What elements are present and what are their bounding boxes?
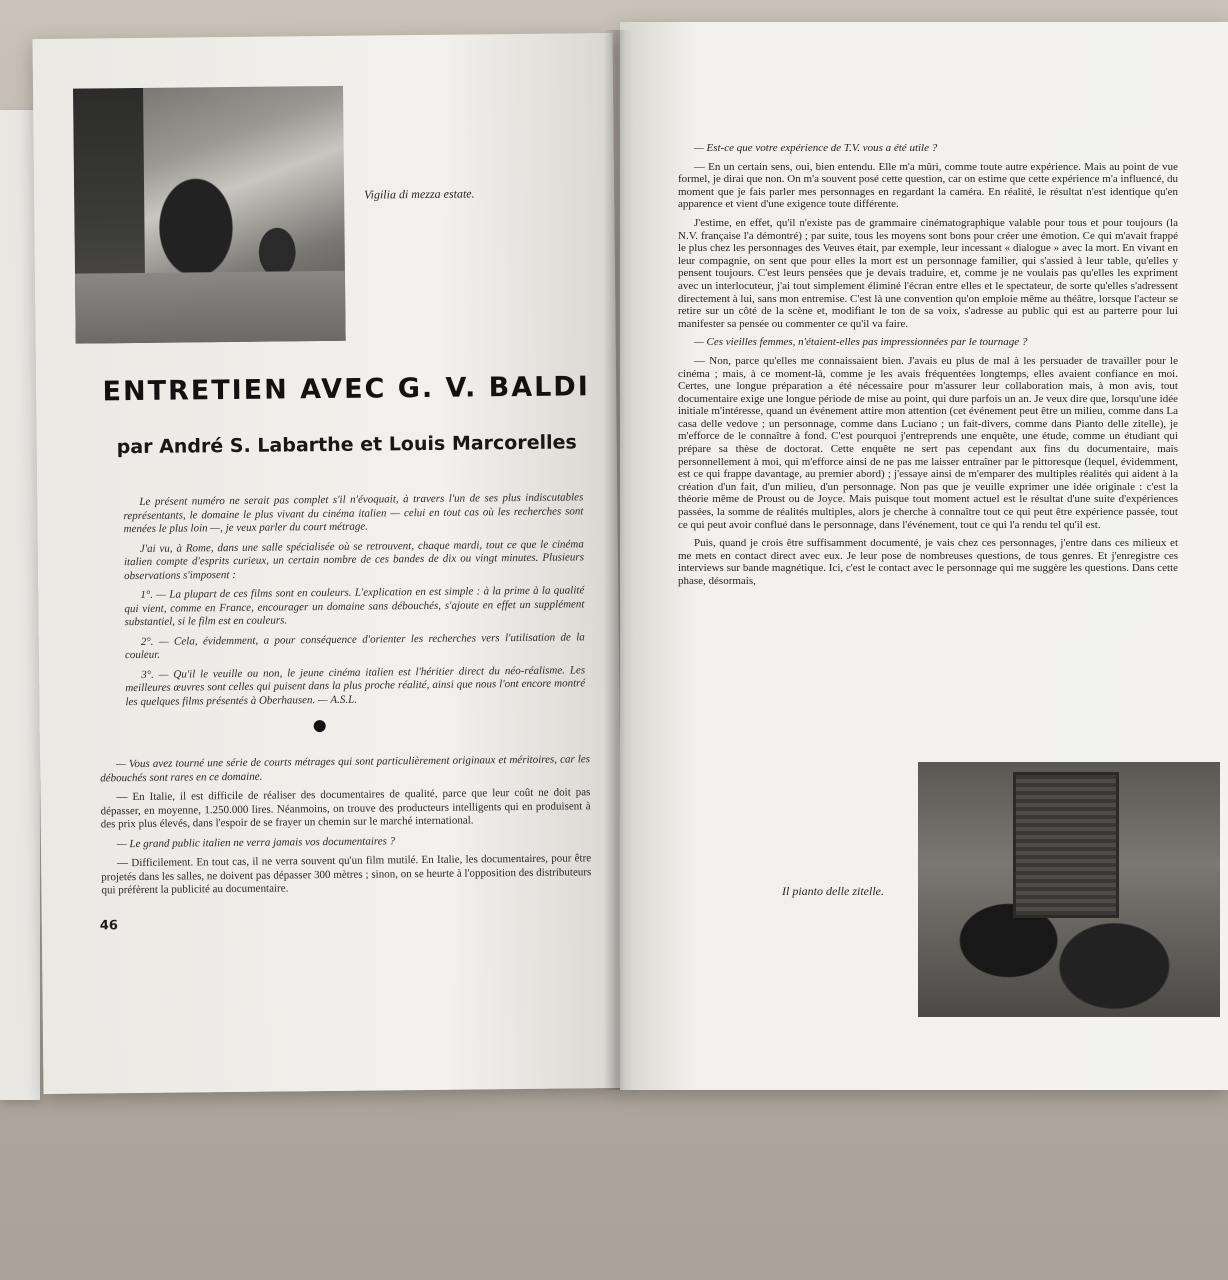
intro-paragraph: 2°. — Cela, évidemment, a pour conséquence d'orienter les recherches vers l'utilisation de la couleur. (124, 630, 585, 662)
interview-body-right (678, 142, 1178, 594)
article-byline: par André S. Labarthe et Louis Marcorelles (116, 431, 577, 459)
photo-ground (75, 271, 346, 344)
photo-vigilia (73, 86, 346, 344)
left-page (32, 33, 623, 1094)
photo-caption-right: Il pianto delle zitelle. (782, 884, 884, 898)
interview-body-left (100, 753, 591, 904)
page-number: 46 (99, 918, 118, 934)
interview-answer: — En un certain sens, oui, bien entendu. Elle m'a mûri, comme toute autre expérience. Mais au point de vue formel, je dirai que non. On m'a souvent posé cette question, car on estime que cette expérience m'a influencé, du moment que je fais parler mes personnages en regardant la caméra. En réalité, le résultat n'est identique qu'en apparence et vient d'une exigence toute différente. (678, 160, 1178, 211)
photo-pianto (918, 762, 1220, 1017)
intro-paragraph: J'ai vu, à Rome, dans une salle spécialisée où se retrouvent, chaque mardi, tout ce que le cinéma italien compte d'esprits curieux, un certain nombre de ces bandes de dix ou vingt minutes. Plusieurs observations s'imposent : (123, 537, 585, 582)
photo-window (1013, 772, 1119, 918)
interview-answer: — Difficilement. En tout cas, il ne verra souvent qu'un film mutilé. En Italie, les documentaires, pour être projetés dans les salles, ne doivent pas dépasser 300 mètres ; sinon, on se heurte à l'opposition des distributeurs qui préfèrent la publicité au documentaire. (101, 852, 592, 897)
book-gutter (604, 30, 634, 1090)
interview-answer: J'estime, en effet, qu'il n'existe pas de grammaire cinématographique valable pour tous et pour toujours (la N.V. française l'a démontré) ; par suite, tous les moyens sont bons pour créer une émotion. Ce qui m'avait frappé le plus chez les personnages des Veuves était, par exemple, leur incessant « dialogue » avec la mort. En vivant en leur compagnie, on sent que pour elles la mort est un personnage familier, qui s'assied à leur table, qu'elles y pensent toujours. C'est leurs pensées que je devais traduire, et, comme je ne voulais pas qu'elles les expriment avec un interlocuteur, j'ai tout simplement éliminé l'écran entre elles et le spectateur, de sorte qu'elles s'adressent directement à lui, sans mon entremise. C'est là une convention qu'on emploie même au théâtre, lorsque l'acteur se retire sur un côté de la scène et, modifiant le ton de sa voix, s'adresse au public qui est au parterre pour lui manifester sa pensée ou commenter ce qu'il va faire. (678, 216, 1178, 330)
interview-answer: Puis, quand je crois être suffisamment documenté, je vais chez ces personnages, j'entre dans ces milieux et me mets en contact direct avec eux. Je leur pose de nombreuses questions, de tous genres. Et j'enregistre ces interviews sur bande magnétique. Ici, c'est le contact avec le personnage qui me suggère les questions. Dans cette phase, désormais, (678, 537, 1178, 587)
intro-paragraph: Le présent numéro ne serait pas complet s'il n'évoquait, à travers l'un de ses plus indiscutables représentants, le domaine le plus vivant du cinéma italien — celui en tout cas où les recherches sont menées le plus loin —, je veux parler du court métrage. (123, 491, 584, 536)
interview-answer: — En Italie, il est difficile de réaliser des documentaires de qualité, parce que leur coût ne doit pas dépasser, en moyenne, 1.250.000 lires. Néanmoins, on trouve des producteurs intelligents qui en produisent à des prix plus élevés, dans l'espoir de se frayer un chemin sur le marché international. (100, 786, 591, 831)
article-intro (123, 491, 585, 715)
intro-paragraph: 1°. — La plupart de ces films sont en couleurs. L'explication en est simple : à la prime à la qualité qui vient, comme en France, encourager un domaine sans débouchés, s'ajoute en effet un supplément substantiel, si le film est en couleurs. (124, 584, 585, 629)
section-bullet-icon (314, 720, 326, 732)
article-title: ENTRETIEN AVEC G. V. BALDI (102, 371, 590, 408)
interview-question: — Ces vieilles femmes, n'étaient-elles pas impressionnées par le tournage ? (694, 336, 1028, 349)
interview-answer: — Non, parce qu'elles me connaissaient bien. J'avais eu plus de mal à les persuader de travailler pour le cinéma ; mais, à ce moment-là, comme je les avais fréquentées longtemps, elles avaient confiance en moi. Certes, une longue préparation a été nécessaire pour m'assurer leur collaboration mais, à mon avis, tout documentaire exige une longue période de mise au point, qui dure parfois un an. Je veux dire que, lorsqu'une idée initiale m'intéresse, quand un événement attire mon attention (cet événement peut être un milieu, comme dans La casa delle vedove ; un personnage, comme dans Luciano ; un fait-divers, comme dans Pianto delle zitelle), je m'efforce de le connaître à fond. C'est pourquoi j'entreprends une enquête, une étude, comme un étudiant qui prépare sa thèse de doctorat. Cette enquête ne sert pas cependant aux fins du documentaire, mais personnellement à moi, qui m'efforce ainsi de ne pas me laisser entraîner par le pittoresque (lequel, évidemment, est ce qui frappe davantage, au premier abord) ; j'essaye ainsi de m'emparer des multiples réalités qui aident à la création d'un fait, d'un milieu, d'un personnage. Non pas que je veuille exprimer une idée originale : c'est la théorie même de Proust ou de Joyce. Mais puisque tout moment actuel est le résultat d'une suite d'expériences passées, la somme de réalités multiples, alors je cherche à connaître tout ce qui peut être expérience passée, tout ce qui peut avoir conflué dans le personnage, dans l'événement, tout ce qui l'a rendu tel qu'il est. (678, 354, 1178, 531)
intro-paragraph: 3°. — Qu'il le veuille ou non, le jeune cinéma italien est l'héritier direct du néo-réalisme. Les meilleures œuvres sont celles qui puisent dans la plus proche réalité, ainsi que nous l'ont encore montré les quelques films présentés à Oberhausen. — A.S.L. (125, 663, 586, 708)
interview-question: — Le grand public italien ne verra jamais vos documentaires ? (116, 834, 396, 850)
right-page (620, 22, 1228, 1090)
interview-question: — Vous avez tourné une série de courts métrages qui sont particulièrement originaux et méritoires, car les débouchés sont rares en ce domaine. (100, 753, 591, 784)
interview-question: — Est-ce que votre expérience de T.V. vous a été utile ? (694, 142, 938, 154)
photo-caption-left: Vigilia di mezza estate. (364, 186, 475, 202)
